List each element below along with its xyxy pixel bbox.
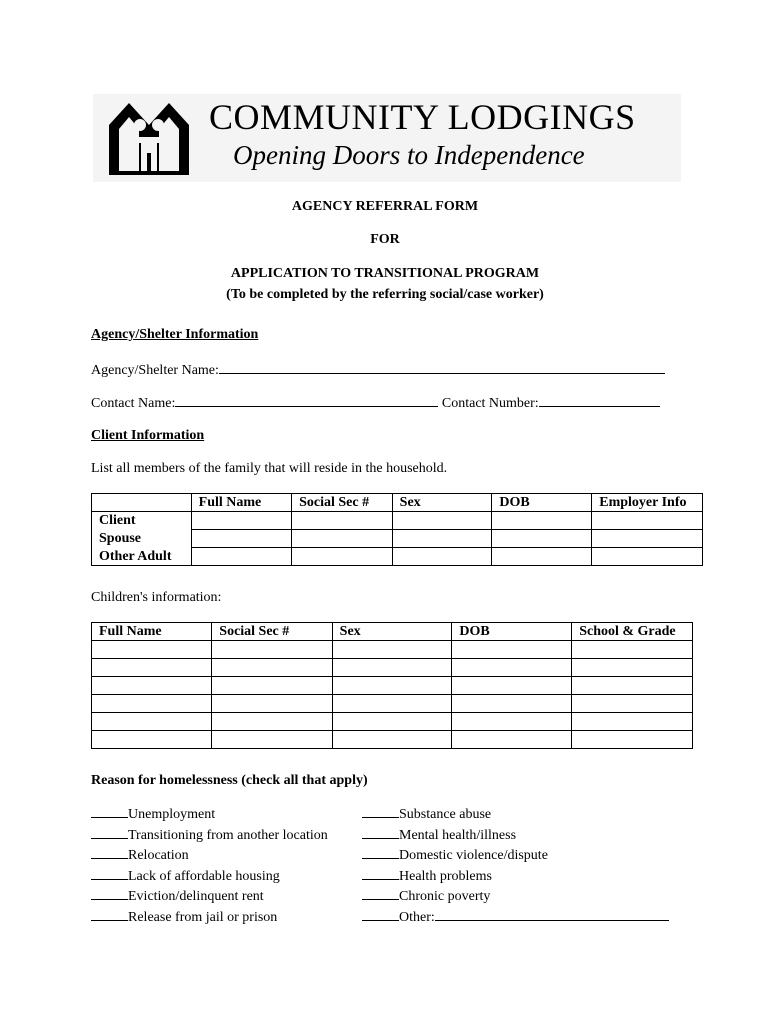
checkbox-blank[interactable] — [91, 867, 128, 880]
col-header: Sex — [392, 494, 492, 512]
table-cell[interactable] — [492, 530, 592, 548]
table-cell[interactable] — [452, 713, 572, 731]
contact-number-label: Contact Number: — [441, 396, 539, 411]
table-cell[interactable] — [592, 530, 703, 548]
table-cell[interactable] — [212, 713, 332, 731]
form-title-for: FOR — [370, 232, 400, 247]
col-header: Full Name — [92, 623, 212, 641]
table-cell[interactable] — [572, 659, 693, 677]
form-title: AGENCY REFERRAL FORM — [291, 199, 479, 214]
table-cell[interactable] — [92, 677, 212, 695]
col-header: DOB — [492, 494, 592, 512]
table-cell[interactable] — [92, 641, 212, 659]
agency-name-field[interactable] — [219, 361, 665, 374]
agency-heading: Agency/Shelter Information — [91, 327, 259, 342]
row-label: Other Adult — [92, 548, 192, 566]
table-cell[interactable] — [92, 713, 212, 731]
table-cell[interactable] — [191, 548, 291, 566]
list-item — [91, 887, 328, 908]
table-cell[interactable] — [92, 731, 212, 749]
list-item — [362, 908, 669, 929]
table-cell[interactable] — [191, 512, 291, 530]
col-header: School & Grade — [572, 623, 693, 641]
list-item — [362, 846, 669, 867]
adult-members-table — [91, 493, 703, 566]
house-family-icon — [107, 97, 191, 177]
reason-label: Chronic poverty — [399, 889, 491, 905]
table-cell[interactable] — [572, 677, 693, 695]
reason-label: Relocation — [128, 848, 189, 864]
table-cell[interactable] — [332, 677, 452, 695]
table-row — [92, 731, 693, 749]
table-cell[interactable] — [572, 713, 693, 731]
reason-label: Substance abuse — [399, 807, 492, 822]
table-cell[interactable] — [392, 548, 492, 566]
table-row — [92, 659, 693, 677]
reasons-left-list — [91, 805, 328, 929]
contact-name-field[interactable] — [175, 394, 438, 407]
table-cell[interactable] — [392, 512, 492, 530]
table-cell[interactable] — [212, 695, 332, 713]
table-row — [92, 641, 693, 659]
table-cell[interactable] — [212, 731, 332, 749]
checkbox-blank[interactable] — [91, 887, 128, 900]
client-heading: Client Information — [91, 428, 205, 443]
list-item — [91, 826, 328, 847]
list-item — [91, 908, 328, 929]
children-label: Children's information: — [91, 590, 222, 605]
list-item — [362, 826, 669, 847]
table-cell[interactable] — [292, 530, 393, 548]
reason-label: Eviction/delinquent rent — [128, 889, 264, 905]
table-cell[interactable] — [332, 695, 452, 713]
table-cell[interactable] — [212, 641, 332, 659]
table-cell[interactable] — [191, 530, 291, 548]
table-cell[interactable] — [292, 548, 393, 566]
checkbox-blank[interactable] — [91, 846, 128, 859]
logo-name: COMMUNITY LODGINGS — [209, 97, 636, 137]
col-header: Sex — [332, 623, 452, 641]
table-cell[interactable] — [452, 659, 572, 677]
table-cell[interactable] — [212, 677, 332, 695]
list-item — [362, 805, 669, 826]
reasons-heading: Reason for homelessness (check all that apply) — [91, 773, 368, 788]
logo-banner — [93, 94, 681, 182]
table-cell[interactable] — [492, 548, 592, 566]
logo-tagline: Opening Doors to Independence — [233, 140, 585, 170]
checkbox-blank[interactable] — [362, 908, 399, 921]
table-corner — [92, 494, 192, 512]
children-table — [91, 622, 693, 749]
table-cell[interactable] — [492, 512, 592, 530]
row-label: Client — [92, 512, 192, 530]
table-cell[interactable] — [452, 641, 572, 659]
client-instruction: List all members of the family that will reside in the household. — [91, 461, 448, 476]
table-cell[interactable] — [332, 659, 452, 677]
table-cell[interactable] — [592, 512, 703, 530]
list-item — [91, 805, 328, 826]
table-cell[interactable] — [572, 641, 693, 659]
checkbox-blank[interactable] — [362, 846, 399, 859]
form-subtitle: APPLICATION TO TRANSITIONAL PROGRAM — [230, 266, 540, 281]
row-label: Spouse — [92, 530, 192, 548]
reason-label: Domestic violence/dispute — [399, 848, 548, 864]
checkbox-blank[interactable] — [362, 887, 399, 900]
checkbox-blank[interactable] — [362, 805, 399, 818]
reason-label: Transitioning from another location — [128, 827, 328, 843]
checkbox-blank[interactable] — [91, 908, 128, 921]
table-cell[interactable] — [332, 641, 452, 659]
list-item — [362, 887, 669, 908]
list-item — [91, 846, 328, 867]
table-row — [92, 695, 693, 713]
checkbox-blank[interactable] — [362, 867, 399, 880]
table-cell[interactable] — [452, 677, 572, 695]
table-row — [92, 548, 703, 566]
col-header: Social Sec # — [212, 623, 332, 641]
table-cell[interactable] — [572, 731, 693, 749]
table-cell[interactable] — [332, 713, 452, 731]
table-cell[interactable] — [592, 548, 703, 566]
col-header: Full Name — [191, 494, 291, 512]
table-cell[interactable] — [452, 731, 572, 749]
list-item — [91, 867, 328, 888]
col-header: Employer Info — [592, 494, 703, 512]
table-cell[interactable] — [92, 695, 212, 713]
contact-number-field[interactable] — [539, 394, 660, 407]
checkbox-blank[interactable] — [362, 826, 399, 839]
table-cell[interactable] — [392, 530, 492, 548]
form-instructions: (To be completed by the referring social/case worker) — [226, 287, 544, 302]
reason-label: Release from jail or prison — [128, 909, 278, 925]
table-cell[interactable] — [452, 695, 572, 713]
checkbox-blank[interactable] — [91, 805, 128, 818]
other-reason-field[interactable] — [435, 908, 669, 921]
contact-name-label: Contact Name: — [91, 396, 176, 411]
table-cell[interactable] — [292, 512, 393, 530]
agency-name-label: Agency/Shelter Name: — [91, 363, 219, 378]
reason-label: Mental health/illness — [399, 827, 517, 843]
table-row — [92, 512, 703, 530]
table-row — [92, 713, 693, 731]
list-item — [362, 867, 669, 888]
reasons-right-list — [362, 805, 669, 929]
reason-label: Unemployment — [128, 807, 216, 822]
reason-label: Lack of affordable housing — [128, 868, 280, 884]
reason-label: Health problems — [399, 868, 492, 884]
reason-label: Other: — [399, 909, 435, 925]
col-header: Social Sec # — [292, 494, 393, 512]
table-cell[interactable] — [572, 695, 693, 713]
table-cell[interactable] — [212, 659, 332, 677]
table-cell[interactable] — [332, 731, 452, 749]
table-row — [92, 530, 703, 548]
contact-row — [91, 394, 660, 412]
table-cell[interactable] — [92, 659, 212, 677]
col-header: DOB — [452, 623, 572, 641]
checkbox-blank[interactable] — [91, 826, 128, 839]
agency-name-row — [91, 361, 665, 379]
table-row — [92, 677, 693, 695]
